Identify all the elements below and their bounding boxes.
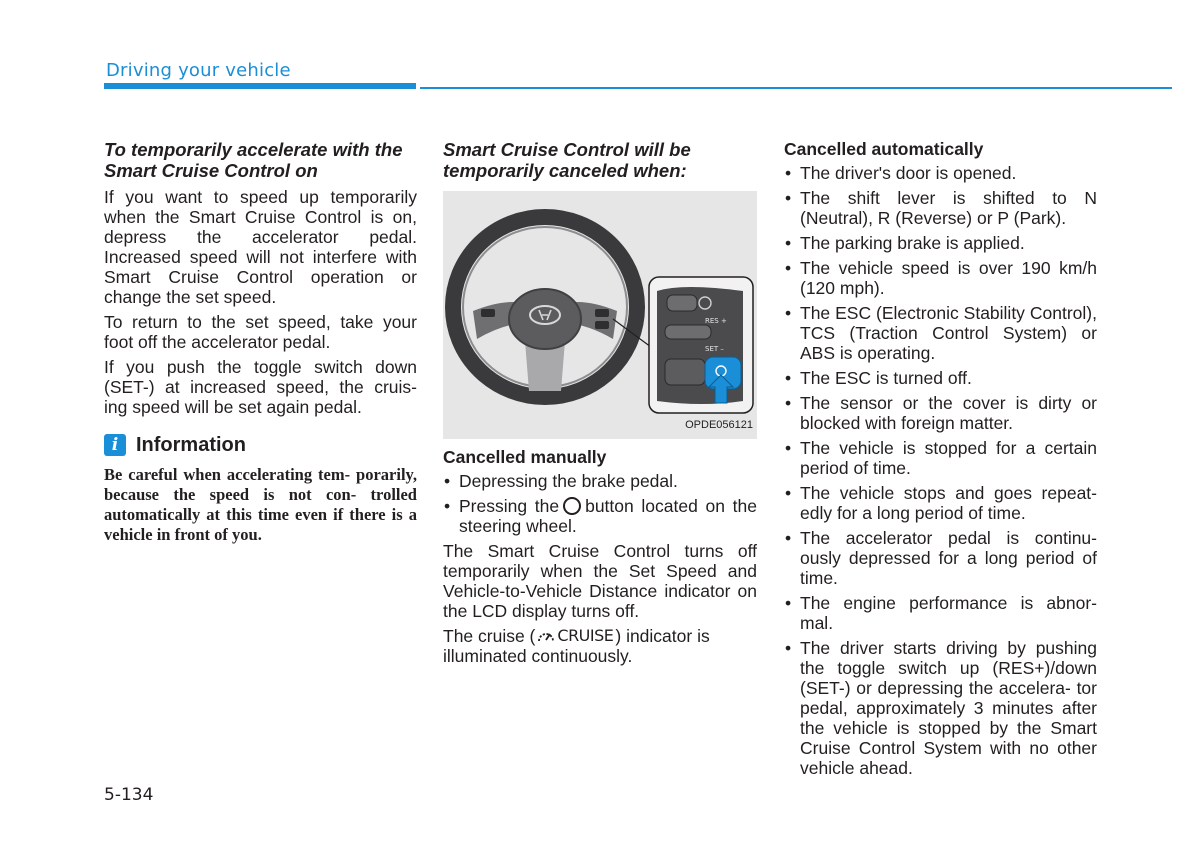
list-item: • The parking brake is applied.: [784, 233, 1097, 253]
res-label: RES +: [705, 317, 727, 325]
header-rule-thin: [420, 87, 1172, 89]
subheading-temporary-accelerate: To temporarily accelerate with the Smart Cruise Control on: [104, 139, 403, 181]
paragraph-return-set-speed: To return to the set speed, take your foot off the accelerator pedal.: [104, 312, 417, 352]
header-rule-thick: [104, 83, 416, 89]
paragraph-toggle-set: If you push the toggle switch down (SET-) at increased speed, the cruis- ing speed will be set again pedal.: [104, 357, 417, 417]
steering-wheel-figure: [443, 191, 757, 439]
auto-cancel-list: [784, 163, 1097, 778]
list-item: • The accelerator pedal is continu- ously depressed for a long period of time.: [784, 528, 1097, 588]
steering-wheel-illustration: [443, 191, 757, 439]
section-title: Driving your vehicle: [106, 60, 291, 81]
manual-cancel-list: [443, 471, 757, 536]
page-number: 5-134: [104, 785, 154, 805]
heading-cancelled-manually: Cancelled manually: [443, 447, 607, 467]
column-middle: [443, 139, 757, 671]
heading-cancelled-automatically: Cancelled automatically: [784, 139, 984, 159]
set-label: SET –: [705, 345, 724, 353]
column-left: [104, 139, 417, 545]
subheading-canceled-when: Smart Cruise Control will be temporarily canceled when:: [443, 139, 691, 181]
paragraph-cruise-indicator: The cruise ( CRUISE ) indicator is illuminated continuously.: [443, 626, 710, 666]
list-item: • The ESC (Electronic Stability Control), TCS (Traction Control System) or ABS is operating.: [784, 303, 1097, 363]
list-item: • The ESC is turned off.: [784, 368, 1097, 388]
information-header: [104, 434, 417, 456]
wheel-hub: [509, 289, 581, 349]
list-item: • The engine performance is abnor- mal.: [784, 593, 1097, 633]
info-icon: i: [104, 434, 126, 456]
information-title: Information: [136, 434, 246, 456]
information-body: Be careful when accelerating tem- porarily, because the speed is not con- trolled automatically at this time even if there is a vehicle in front of you.: [104, 465, 417, 544]
cancel-button-icon: [563, 497, 581, 515]
speedometer-icon: [537, 628, 555, 644]
list-item: • The vehicle stops and goes repeat- edly for a long period of time.: [784, 483, 1097, 523]
column-right: [784, 139, 1097, 783]
list-item: • The driver's door is opened.: [784, 163, 1097, 183]
list-item: • Pressing the button located on the steering wheel.: [443, 496, 757, 536]
list-item: • The sensor or the cover is dirty or blocked with foreign matter.: [784, 393, 1097, 433]
figure-code: OPDE056121: [685, 419, 753, 431]
paragraph-turns-off: The Smart Cruise Control turns off temporarily when the Set Speed and Vehicle-to-Vehicle Distance indicator on the LCD display turns off.: [443, 541, 757, 621]
list-item: • The vehicle speed is over 190 km/h (120 mph).: [784, 258, 1097, 298]
list-item: • The vehicle is stopped for a certain period of time.: [784, 438, 1097, 478]
list-item: • The driver starts driving by pushing the toggle switch up (RES+)/down (SET-) or depressing the accelera- tor pedal, approximately 3 minutes after the vehicle is stopped by the Smart Cruise Control System with no other vehicle ahead.: [784, 638, 1097, 778]
paragraph-speed-up: If you want to speed up temporarily when the Smart Cruise Control is on, depress the accelerator pedal. Increased speed will not interfere with Smart Cruise Control operation or change the set speed.: [104, 187, 417, 307]
cruise-indicator: CRUISE: [537, 626, 613, 646]
list-item: • Depressing the brake pedal.: [443, 471, 757, 491]
list-item: • The shift lever is shifted to N (Neutral), R (Reverse) or P (Park).: [784, 188, 1097, 228]
